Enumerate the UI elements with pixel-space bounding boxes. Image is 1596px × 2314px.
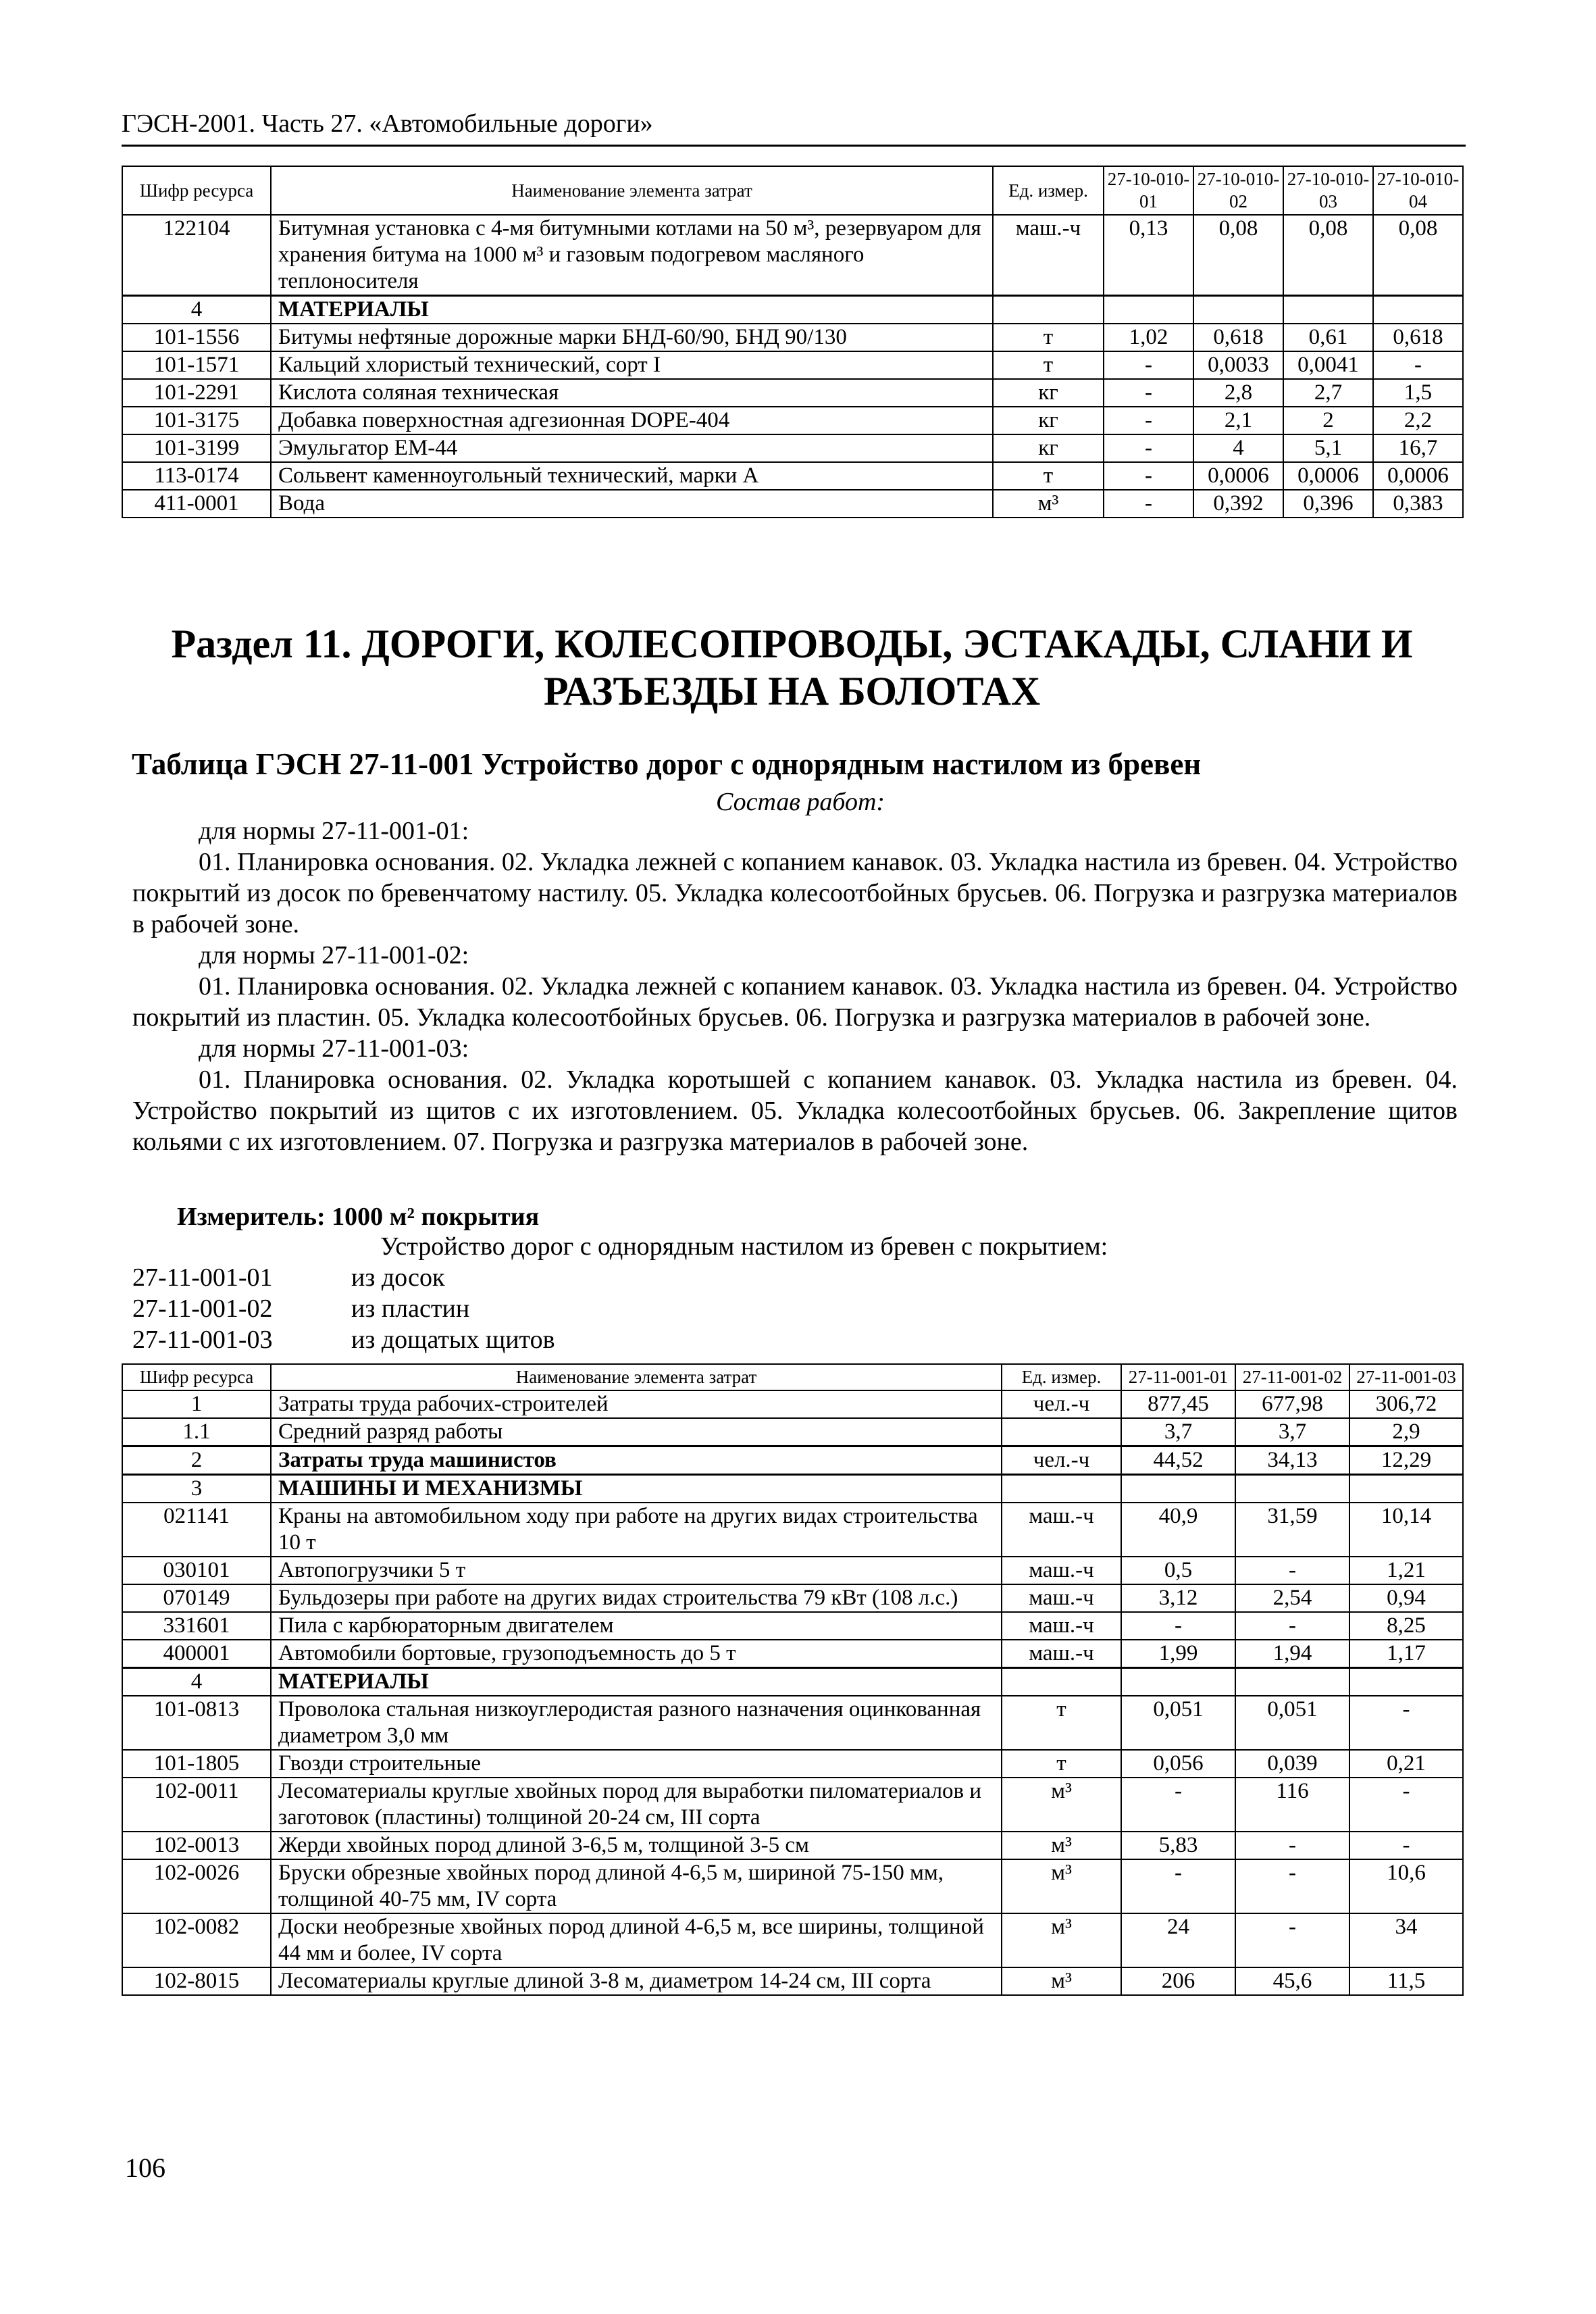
- code-cell: 101-0813: [122, 1696, 271, 1750]
- header-norm: 27-10-010-01: [1104, 166, 1193, 215]
- value-cell: [1121, 1475, 1235, 1503]
- code-cell: 331601: [122, 1612, 271, 1640]
- running-header: ГЭСН-2001. Часть 27. «Автомобильные дороги»: [122, 108, 1466, 147]
- unit-cell: м³: [1002, 1778, 1121, 1832]
- unit-cell: м³: [1002, 1859, 1121, 1913]
- code-cell: 113-0174: [122, 462, 271, 490]
- value-cell: 0,0041: [1283, 351, 1373, 379]
- value-cell: 34: [1349, 1913, 1463, 1967]
- value-cell: -: [1349, 1832, 1463, 1859]
- name-cell: Пила с карбюраторным двигателем: [271, 1612, 1002, 1640]
- code-cell: 101-1571: [122, 351, 271, 379]
- norm-code: 27-11-001-03: [132, 1326, 273, 1354]
- value-cell: -: [1121, 1612, 1235, 1640]
- unit-cell: чел.-ч: [1002, 1447, 1121, 1475]
- header-norm: 27-11-001-01: [1121, 1364, 1235, 1390]
- value-cell: -: [1235, 1832, 1349, 1859]
- value-cell: 11,5: [1349, 1967, 1463, 1995]
- table-row: [122, 1778, 1463, 1832]
- table-row: [122, 490, 1463, 518]
- norm-list-item: [132, 1324, 555, 1355]
- value-cell: 31,59: [1235, 1503, 1349, 1557]
- value-cell: 1,99: [1121, 1640, 1235, 1668]
- value-cell: 5,83: [1121, 1832, 1235, 1859]
- code-cell: 4: [122, 296, 271, 324]
- name-cell: Затраты труда рабочих-строителей: [271, 1390, 1002, 1418]
- value-cell: -: [1349, 1696, 1463, 1750]
- value-cell: 24: [1121, 1913, 1235, 1967]
- code-cell: 070149: [122, 1584, 271, 1612]
- norm-reference: для нормы 27-11-001-02:: [199, 941, 469, 970]
- value-cell: 306,72: [1349, 1390, 1463, 1418]
- norm-list-item: [132, 1262, 444, 1293]
- name-cell: МАТЕРИАЛЫ: [271, 1668, 1002, 1696]
- code-cell: 102-0026: [122, 1859, 271, 1913]
- header-norm: 27-10-010-03: [1283, 166, 1373, 215]
- meter-unit: Измеритель: 1000 м² покрытия: [177, 1203, 540, 1231]
- table-row: [122, 1447, 1463, 1475]
- code-cell: 1: [122, 1390, 271, 1418]
- value-cell: 1,5: [1373, 379, 1463, 407]
- header-norm: 27-11-001-02: [1235, 1364, 1349, 1390]
- header-name: Наименование элемента затрат: [271, 166, 993, 215]
- unit-cell: кг: [993, 379, 1104, 407]
- value-cell: [1104, 296, 1193, 324]
- norm-reference: для нормы 27-11-001-03:: [199, 1034, 469, 1063]
- value-cell: 0,618: [1193, 324, 1283, 351]
- table-row: [122, 407, 1463, 434]
- unit-cell: м³: [993, 490, 1104, 518]
- unit-cell: маш.-ч: [1002, 1640, 1121, 1668]
- value-cell: -: [1121, 1778, 1235, 1832]
- code-cell: 1.1: [122, 1418, 271, 1447]
- unit-cell: т: [993, 324, 1104, 351]
- unit-cell: т: [993, 351, 1104, 379]
- table-title: Таблица ГЭСН 27-11-001 Устройство дорог с однорядным настилом из бревен: [132, 747, 1202, 781]
- name-cell: Битумы нефтяные дорожные марки БНД-60/90, БНД 90/130: [271, 324, 993, 351]
- value-cell: 0,396: [1283, 490, 1373, 518]
- norm-code: 27-11-001-02: [132, 1294, 273, 1323]
- value-cell: 10,6: [1349, 1859, 1463, 1913]
- table-row: [122, 434, 1463, 462]
- value-cell: 206: [1121, 1967, 1235, 1995]
- value-cell: 0,08: [1193, 215, 1283, 296]
- value-cell: [1235, 1475, 1349, 1503]
- header-norm: 27-10-010-02: [1193, 166, 1283, 215]
- value-cell: -: [1104, 407, 1193, 434]
- value-cell: 0,039: [1235, 1750, 1349, 1778]
- header-norm: 27-10-010-04: [1373, 166, 1463, 215]
- value-cell: -: [1104, 490, 1193, 518]
- value-cell: 3,7: [1235, 1418, 1349, 1447]
- value-cell: 4: [1193, 434, 1283, 462]
- table-row: [122, 1750, 1463, 1778]
- table-row: [122, 324, 1463, 351]
- device-title: Устройство дорог с однорядным настилом из бревен с покрытием:: [380, 1232, 1108, 1261]
- table-body: [122, 215, 1463, 518]
- table-row: [122, 351, 1463, 379]
- value-cell: 5,1: [1283, 434, 1373, 462]
- value-cell: 2,54: [1235, 1584, 1349, 1612]
- value-cell: 34,13: [1235, 1447, 1349, 1475]
- value-cell: -: [1104, 379, 1193, 407]
- value-cell: -: [1104, 462, 1193, 490]
- unit-cell: кг: [993, 407, 1104, 434]
- value-cell: 677,98: [1235, 1390, 1349, 1418]
- code-cell: 101-3199: [122, 434, 271, 462]
- value-cell: 45,6: [1235, 1967, 1349, 1995]
- code-cell: 101-1805: [122, 1750, 271, 1778]
- value-cell: 0,13: [1104, 215, 1193, 296]
- value-cell: 116: [1235, 1778, 1349, 1832]
- value-cell: 8,25: [1349, 1612, 1463, 1640]
- table-row: [122, 379, 1463, 407]
- table-row: [122, 1557, 1463, 1584]
- unit-cell: м³: [1002, 1967, 1121, 1995]
- value-cell: 1,02: [1104, 324, 1193, 351]
- value-cell: [1373, 296, 1463, 324]
- name-cell: Вода: [271, 490, 993, 518]
- value-cell: 0,08: [1373, 215, 1463, 296]
- code-cell: 030101: [122, 1557, 271, 1584]
- code-cell: 102-0082: [122, 1913, 271, 1967]
- name-cell: МАТЕРИАЛЫ: [271, 296, 993, 324]
- header-unit: Ед. измер.: [993, 166, 1104, 215]
- value-cell: 0,0006: [1193, 462, 1283, 490]
- value-cell: 0,61: [1283, 324, 1373, 351]
- unit-cell: м³: [1002, 1832, 1121, 1859]
- unit-cell: маш.-ч: [1002, 1557, 1121, 1584]
- value-cell: -: [1235, 1557, 1349, 1584]
- name-cell: Жерди хвойных пород длиной 3-6,5 м, толщиной 3-5 см: [271, 1832, 1002, 1859]
- section-title: Раздел 11. ДОРОГИ, КОЛЕСОПРОВОДЫ, ЭСТАКАДЫ, СЛАНИ И РАЗЪЕЗДЫ НА БОЛОТАХ: [171, 622, 1413, 713]
- table-row: [122, 296, 1463, 324]
- table-row: [122, 462, 1463, 490]
- name-cell: Бруски обрезные хвойных пород длиной 4-6,5 м, шириной 75-150 мм, толщиной 40-75 мм, IV сорта: [271, 1859, 1002, 1913]
- name-cell: Краны на автомобильном ходу при работе на других видах строительства 10 т: [271, 1503, 1002, 1557]
- name-cell: Доски необрезные хвойных пород длиной 4-6,5 м, все ширины, толщиной 44 мм и более, IV сорта: [271, 1913, 1002, 1967]
- unit-cell: [1002, 1418, 1121, 1447]
- value-cell: 0,618: [1373, 324, 1463, 351]
- table-row: [122, 1913, 1463, 1967]
- unit-cell: кг: [993, 434, 1104, 462]
- code-cell: 4: [122, 1668, 271, 1696]
- code-cell: 411-0001: [122, 490, 271, 518]
- value-cell: 0,0006: [1283, 462, 1373, 490]
- value-cell: 0,383: [1373, 490, 1463, 518]
- norm-label: из досок: [351, 1263, 445, 1292]
- header-unit: Ед. измер.: [1002, 1364, 1121, 1390]
- unit-cell: маш.-ч: [1002, 1612, 1121, 1640]
- table-row: [122, 1612, 1463, 1640]
- norm-code: 27-11-001-01: [132, 1263, 273, 1292]
- name-cell: МАШИНЫ И МЕХАНИЗМЫ: [271, 1475, 1002, 1503]
- value-cell: [1193, 296, 1283, 324]
- name-cell: Лесоматериалы круглые хвойных пород для выработки пиломатериалов и заготовок (пластины) толщиной 20-24 см, III сорта: [271, 1778, 1002, 1832]
- name-cell: Битумная установка с 4-мя битумными котлами на 50 м³, резервуаром для хранения битума на 1000 м³ и газовым подогревом масляного теплоносителя: [271, 215, 993, 296]
- value-cell: 3,7: [1121, 1418, 1235, 1447]
- name-cell: Сольвент каменноугольный технический, марки А: [271, 462, 993, 490]
- value-cell: -: [1349, 1778, 1463, 1832]
- unit-cell: м³: [1002, 1913, 1121, 1967]
- value-cell: -: [1104, 351, 1193, 379]
- value-cell: 0,94: [1349, 1584, 1463, 1612]
- value-cell: 2: [1283, 407, 1373, 434]
- code-cell: 3: [122, 1475, 271, 1503]
- name-cell: Автомобили бортовые, грузоподъемность до 5 т: [271, 1640, 1002, 1668]
- table-row: [122, 215, 1463, 296]
- value-cell: 0,051: [1235, 1696, 1349, 1750]
- value-cell: [1349, 1475, 1463, 1503]
- code-cell: 102-0013: [122, 1832, 271, 1859]
- value-cell: 0,0033: [1193, 351, 1283, 379]
- code-cell: 102-0011: [122, 1778, 271, 1832]
- code-cell: 2: [122, 1447, 271, 1475]
- name-cell: Кислота соляная техническая: [271, 379, 993, 407]
- value-cell: 2,9: [1349, 1418, 1463, 1447]
- value-cell: [1349, 1668, 1463, 1696]
- value-cell: 0,08: [1283, 215, 1373, 296]
- unit-cell: маш.-ч: [1002, 1503, 1121, 1557]
- value-cell: 877,45: [1121, 1390, 1235, 1418]
- value-cell: 0,21: [1349, 1750, 1463, 1778]
- value-cell: -: [1104, 434, 1193, 462]
- name-cell: Затраты труда машинистов: [271, 1447, 1002, 1475]
- page-number: 106: [125, 2153, 165, 2183]
- value-cell: 1,94: [1235, 1640, 1349, 1668]
- header-norm: 27-11-001-03: [1349, 1364, 1463, 1390]
- value-cell: -: [1235, 1913, 1349, 1967]
- name-cell: Эмульгатор ЕМ-44: [271, 434, 993, 462]
- code-cell: 101-1556: [122, 324, 271, 351]
- norm-label: из пластин: [351, 1294, 470, 1323]
- norm-list-item: [132, 1293, 469, 1324]
- table-row: [122, 1640, 1463, 1668]
- unit-cell: т: [993, 462, 1104, 490]
- code-cell: 021141: [122, 1503, 271, 1557]
- name-cell: Кальций хлористый технический, сорт I: [271, 351, 993, 379]
- table-row: [122, 1696, 1463, 1750]
- table-27-10-010: [122, 166, 1464, 518]
- code-cell: 101-2291: [122, 379, 271, 407]
- value-cell: -: [1373, 351, 1463, 379]
- header-name: Наименование элемента затрат: [271, 1364, 1002, 1390]
- table-row: [122, 1418, 1463, 1447]
- value-cell: 44,52: [1121, 1447, 1235, 1475]
- name-cell: Гвозди строительные: [271, 1750, 1002, 1778]
- name-cell: Проволока стальная низкоуглеродистая разного назначения оцинкованная диаметром 3,0 мм: [271, 1696, 1002, 1750]
- name-cell: Лесоматериалы круглые длиной 3-8 м, диаметром 14-24 см, III сорта: [271, 1967, 1002, 1995]
- value-cell: 16,7: [1373, 434, 1463, 462]
- unit-cell: т: [1002, 1696, 1121, 1750]
- work-description: 01. Планировка основания. 02. Укладка коротышей с копанием канавок. 03. Укладка настила из бревен. 04. Устройство покрытий из щитов с их изготовлением. 05. Укладка колесоотбойных брусьев. 06. Закрепление щитов кольями с их изготовлением. 07. Погрузка и разгрузка материалов в рабочей зоне.: [132, 1065, 1458, 1156]
- value-cell: [1121, 1668, 1235, 1696]
- table-row: [122, 1475, 1463, 1503]
- table-row: [122, 1584, 1463, 1612]
- value-cell: 1,21: [1349, 1557, 1463, 1584]
- code-cell: 101-3175: [122, 407, 271, 434]
- name-cell: Средний разряд работы: [271, 1418, 1002, 1447]
- table-body: [122, 1390, 1463, 1995]
- header-code: Шифр ресурса: [122, 166, 271, 215]
- value-cell: 3,12: [1121, 1584, 1235, 1612]
- unit-cell: т: [1002, 1750, 1121, 1778]
- value-cell: 0,392: [1193, 490, 1283, 518]
- norm-label: из дощатых щитов: [351, 1326, 555, 1354]
- name-cell: Автопогрузчики 5 т: [271, 1557, 1002, 1584]
- value-cell: 2,8: [1193, 379, 1283, 407]
- name-cell: Добавка поверхностная адгезионная DOPE-404: [271, 407, 993, 434]
- value-cell: -: [1235, 1859, 1349, 1913]
- code-cell: 122104: [122, 215, 271, 296]
- header-code: Шифр ресурса: [122, 1364, 271, 1390]
- work-description: 01. Планировка основания. 02. Укладка лежней с копанием канавок. 03. Укладка настила из бревен. 04. Устройство покрытий из досок по бревенчатому настилу. 05. Укладка колесоотбойных брусьев. 06. Погрузка и разгрузка материалов в рабочей зоне.: [132, 848, 1458, 938]
- code-cell: 400001: [122, 1640, 271, 1668]
- table-row: [122, 1668, 1463, 1696]
- unit-cell: [1002, 1475, 1121, 1503]
- value-cell: -: [1121, 1859, 1235, 1913]
- table-row: [122, 1859, 1463, 1913]
- table-row: [122, 1967, 1463, 1995]
- unit-cell: [993, 296, 1104, 324]
- table-row: [122, 1832, 1463, 1859]
- work-description: 01. Планировка основания. 02. Укладка лежней с копанием канавок. 03. Укладка настила из бревен. 04. Устройство покрытий из пластин. 05. Укладка колесоотбойных брусьев. 06. Погрузка и разгрузка материалов в рабочей зоне.: [132, 972, 1458, 1032]
- unit-cell: [1002, 1668, 1121, 1696]
- value-cell: 0,051: [1121, 1696, 1235, 1750]
- table-row: [122, 1503, 1463, 1557]
- value-cell: [1235, 1668, 1349, 1696]
- value-cell: 10,14: [1349, 1503, 1463, 1557]
- composition-label: Состав работ:: [716, 788, 885, 816]
- unit-cell: маш.-ч: [993, 215, 1104, 296]
- value-cell: 0,5: [1121, 1557, 1235, 1584]
- code-cell: 102-8015: [122, 1967, 271, 1995]
- value-cell: [1283, 296, 1373, 324]
- unit-cell: чел.-ч: [1002, 1390, 1121, 1418]
- value-cell: 2,7: [1283, 379, 1373, 407]
- value-cell: 2,1: [1193, 407, 1283, 434]
- value-cell: 0,056: [1121, 1750, 1235, 1778]
- value-cell: 1,17: [1349, 1640, 1463, 1668]
- norm-reference: для нормы 27-11-001-01:: [199, 817, 469, 845]
- name-cell: Бульдозеры при работе на других видах строительства 79 кВт (108 л.с.): [271, 1584, 1002, 1612]
- value-cell: -: [1235, 1612, 1349, 1640]
- value-cell: 12,29: [1349, 1447, 1463, 1475]
- value-cell: 40,9: [1121, 1503, 1235, 1557]
- value-cell: 0,0006: [1373, 462, 1463, 490]
- work-composition: [132, 815, 1458, 1157]
- table-row: [122, 1390, 1463, 1418]
- value-cell: 2,2: [1373, 407, 1463, 434]
- table-27-11-001: [122, 1363, 1464, 1996]
- unit-cell: маш.-ч: [1002, 1584, 1121, 1612]
